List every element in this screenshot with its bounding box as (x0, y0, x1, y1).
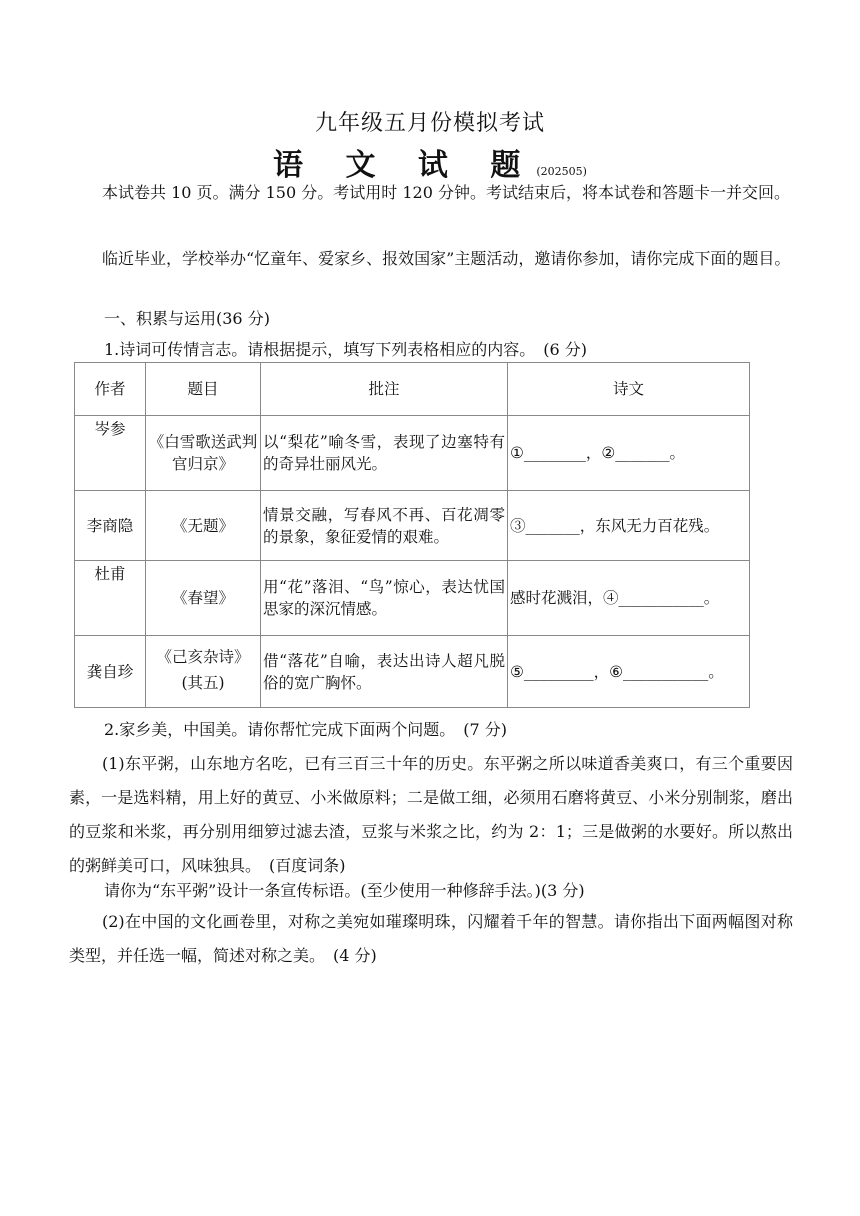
table-row (75, 636, 750, 708)
row-author: 岑参 (75, 416, 146, 491)
row-title-cell (146, 636, 261, 708)
question-1-prompt: 1.诗词可传情言志。请根据提示，填写下列表格相应的内容。 (6 分) (104, 340, 588, 359)
row-author: 龚自珍 (75, 636, 146, 708)
section-heading: 一、积累与运用(36 分) (104, 309, 270, 328)
intro-paragraph-1: 本试卷共 10 页。满分 150 分。考试用时 120 分钟。考试结束后，将本试卷和答题卡一并交回。 (102, 183, 790, 202)
exam-title: 九年级五月份模拟考试 (314, 111, 545, 136)
question-2-1-task: 请你为“东平粥”设计一条宣传标语。(至少使用一种修辞手法。)(3 分) (104, 881, 585, 900)
row-verse: 感时花溅泪，④___________。 (508, 561, 750, 636)
header-author: 作者 (75, 363, 146, 416)
question-2-prompt: 2.家乡美，中国美。请你帮忙完成下面两个问题。 (7 分) (104, 720, 508, 739)
question-2-2-passage: (2)在中国的文化画卷里，对称之美宛如璀璨明珠，闪耀着千年的智慧。请你指出下面两幅图对称类型，并任选一幅，简述对称之美。 (4 分) (69, 912, 793, 965)
subject-name: 语 文 试 题 (273, 148, 537, 183)
poetry-table (74, 362, 750, 708)
row-verse: ①________，②_______。 (508, 416, 750, 491)
row-note: 情景交融，写春风不再、百花凋零的景象，象征爱情的艰难。 (261, 491, 508, 561)
row-title: 《无题》 (146, 491, 261, 561)
header-note: 批注 (261, 363, 508, 416)
row-note: 用“花”落泪、“鸟”惊心，表达忧国思家的深沉情感。 (261, 561, 508, 636)
row-author: 李商隐 (75, 491, 146, 561)
table-header-row (75, 363, 750, 416)
question-2-1-passage: (1)东平粥，山东地方名吃，已有三百三十年的历史。东平粥之所以味道香美爽口，有三个重要因素，一是选料精，用上好的黄豆、小米做原料；二是做工细，必须用石磨将黄豆、小米分别制浆，磨出的豆浆和米浆，再分别用细箩过滤去渣，豆浆与米浆之比，约为 2：1；三是做粥的水要好。所以熬出的粥鲜美可口，风味独具。 (百度词条) (69, 754, 793, 875)
header-title: 题目 (146, 363, 261, 416)
header-verse: 诗文 (508, 363, 750, 416)
row-title: 《己亥杂诗》 (156, 647, 250, 666)
row-author: 杜甫 (75, 561, 146, 636)
intro-paragraph-2: 临近毕业，学校举办“忆童年、爱家乡、报效国家”主题活动，邀请你参加，请你完成下面的题目。 (102, 249, 791, 268)
row-title-subtitle: (其五) (181, 673, 225, 692)
row-verse: ⑤_________，⑥___________。 (508, 636, 750, 708)
table-row (75, 416, 750, 491)
table-row (75, 491, 750, 561)
table-row (75, 561, 750, 636)
row-title: 《白雪歌送武判官归京》 (146, 416, 261, 491)
row-note: 以“梨花”喻冬雪，表现了边塞特有的奇异壮丽风光。 (261, 416, 508, 491)
row-verse: ③_______，东风无力百花残。 (508, 491, 750, 561)
exam-code: (202505) (536, 165, 587, 178)
row-note: 借“落花”自喻，表达出诗人超凡脱俗的宽广胸怀。 (261, 636, 508, 708)
row-title: 《春望》 (146, 561, 261, 636)
